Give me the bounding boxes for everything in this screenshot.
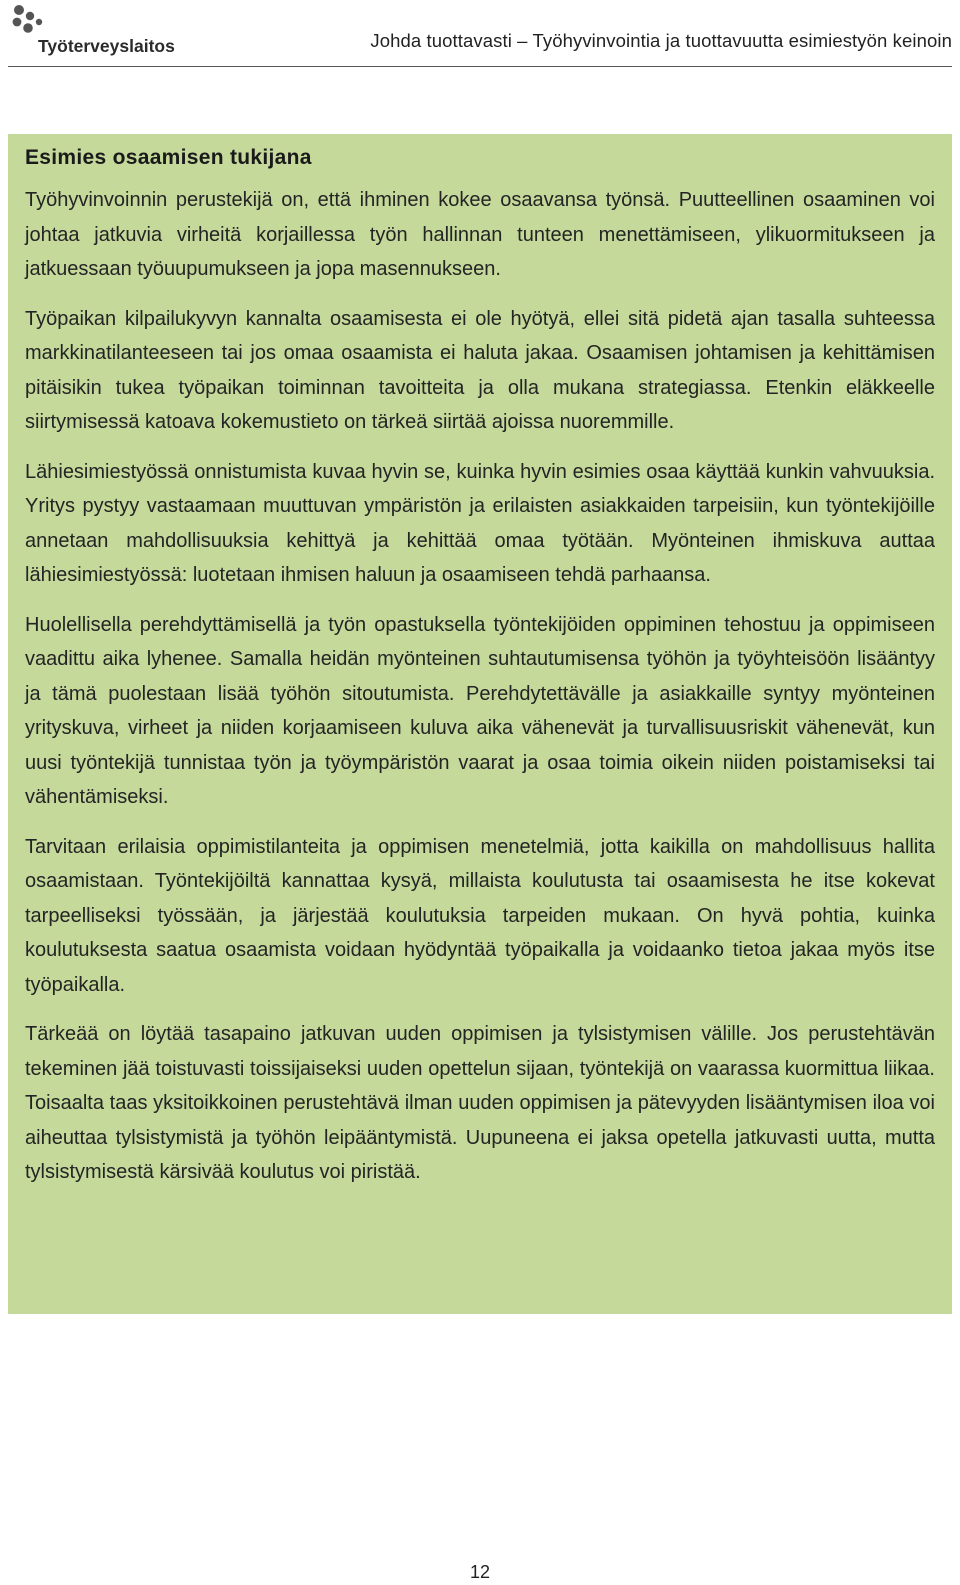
content-panel	[8, 134, 952, 1314]
tyoterveyslaitos-logo	[8, 2, 178, 60]
paragraph: Työpaikan kilpailukyvyn kannalta osaamisesta ei ole hyötyä, ellei sitä pidetä ajan tasalla suhteessa markkinatilanteeseen tai jos omaa osaamista ei haluta jakaa. Osaamisen johtamisen ja kehittämisen pitäisikin tukea työpaikan toiminnan tavoitteita ja olla mukana strategiassa. Etenkin eläkkeelle siirtymisessä katoava kokemustieto on tärkeä siirtää ajoissa nuoremmille.	[25, 307, 935, 433]
running-title: Johda tuottavasti – Työhyvinvointia ja tuottavuutta esimiestyön keinoin	[370, 30, 952, 51]
page-number: 12	[469, 1562, 491, 1582]
paragraph: Huolellisella perehdyttämisellä ja työn opastuksella työntekijöiden oppiminen tehostuu ja oppimiseen vaadittu aika lyhenee. Samalla heidän myönteinen suhtautumisensa työhön ja työyhteisöön lisääntyy ja tämä puolestaan lisää työhön sitoutumista. Perehdytettävälle ja asiakkaille syntyy myönteinen yrityskuva, virheet ja niiden korjaamiseen kuluva aika vähenevät ja turvallisuusriskit vähenevät, kun uusi työntekijä tunnistaa työn ja työympäristön vaarat ja osaa toimia oikein niiden poistamiseksi tai vähentämiseksi.	[25, 613, 935, 808]
paragraph: Lähiesimiestyössä onnistumista kuvaa hyvin se, kuinka hyvin esimies osaa käyttää kunkin vahvuuksia. Yritys pystyy vastaamaan muuttuvan ympäristön ja erilaisten asiakkaiden tarpeisiin, kun työntekijöille annetaan mahdollisuuksia kehittyä ja kehittää omaa työtään. Myönteinen ihmiskuva auttaa lähiesimiestyössä: luotetaan ihmisen haluun ja osaamiseen tehdä parhaansa.	[25, 460, 935, 586]
section-heading: Esimies osaamisen tukijana	[25, 146, 312, 169]
paragraph: Tärkeää on löytää tasapaino jatkuvan uuden oppimisen ja tylsistymisen välille. Jos perustehtävän tekeminen jää toistuvasti toissijaiseksi uuden opettelun sijaan, työntekijä on vaarassa kuormittua liikaa. Toisaalta taas yksitoikkoinen perustehtävä ilman uuden oppimisen ja pätevyyden lisääntymisen iloa voi aiheuttaa tylsistymistä ja työhön leipääntymistä. Uupuneena ei jaksa opetella jatkuvasti uutta, mutta tylsistymisestä kärsivää koulutus voi piristää.	[25, 1023, 935, 1183]
paragraph: Tarvitaan erilaisia oppimistilanteita ja oppimisen menetelmiä, jotta kaikilla on mahdollisuus hallita osaamistaan. Työntekijöiltä kannattaa kysyä, millaista koulutusta tai osaamisesta he itse kokevat tarpeelliseksi työssään, ja järjestää koulutuksia tarpeiden mukaan. On hyvä pohtia, kuinka koulutuksesta saatua osaamista voidaan hyödyntää työpaikalla ja voidaanko tietoa jakaa myös itse työpaikalla.	[25, 835, 935, 996]
svg-text:Työterveyslaitos: Työterveyslaitos	[38, 36, 175, 56]
page-header	[8, 0, 952, 67]
paragraph: Työhyvinvoinnin perustekijä on, että ihminen kokee osaavansa työnsä. Puutteellinen osaaminen voi johtaa jatkuvia virheitä korjaillessa työn hallinnan tunteen menettämiseen, ylikuormitukseen ja jatkuessaan työuupumukseen ja jopa masennukseen.	[25, 189, 935, 280]
